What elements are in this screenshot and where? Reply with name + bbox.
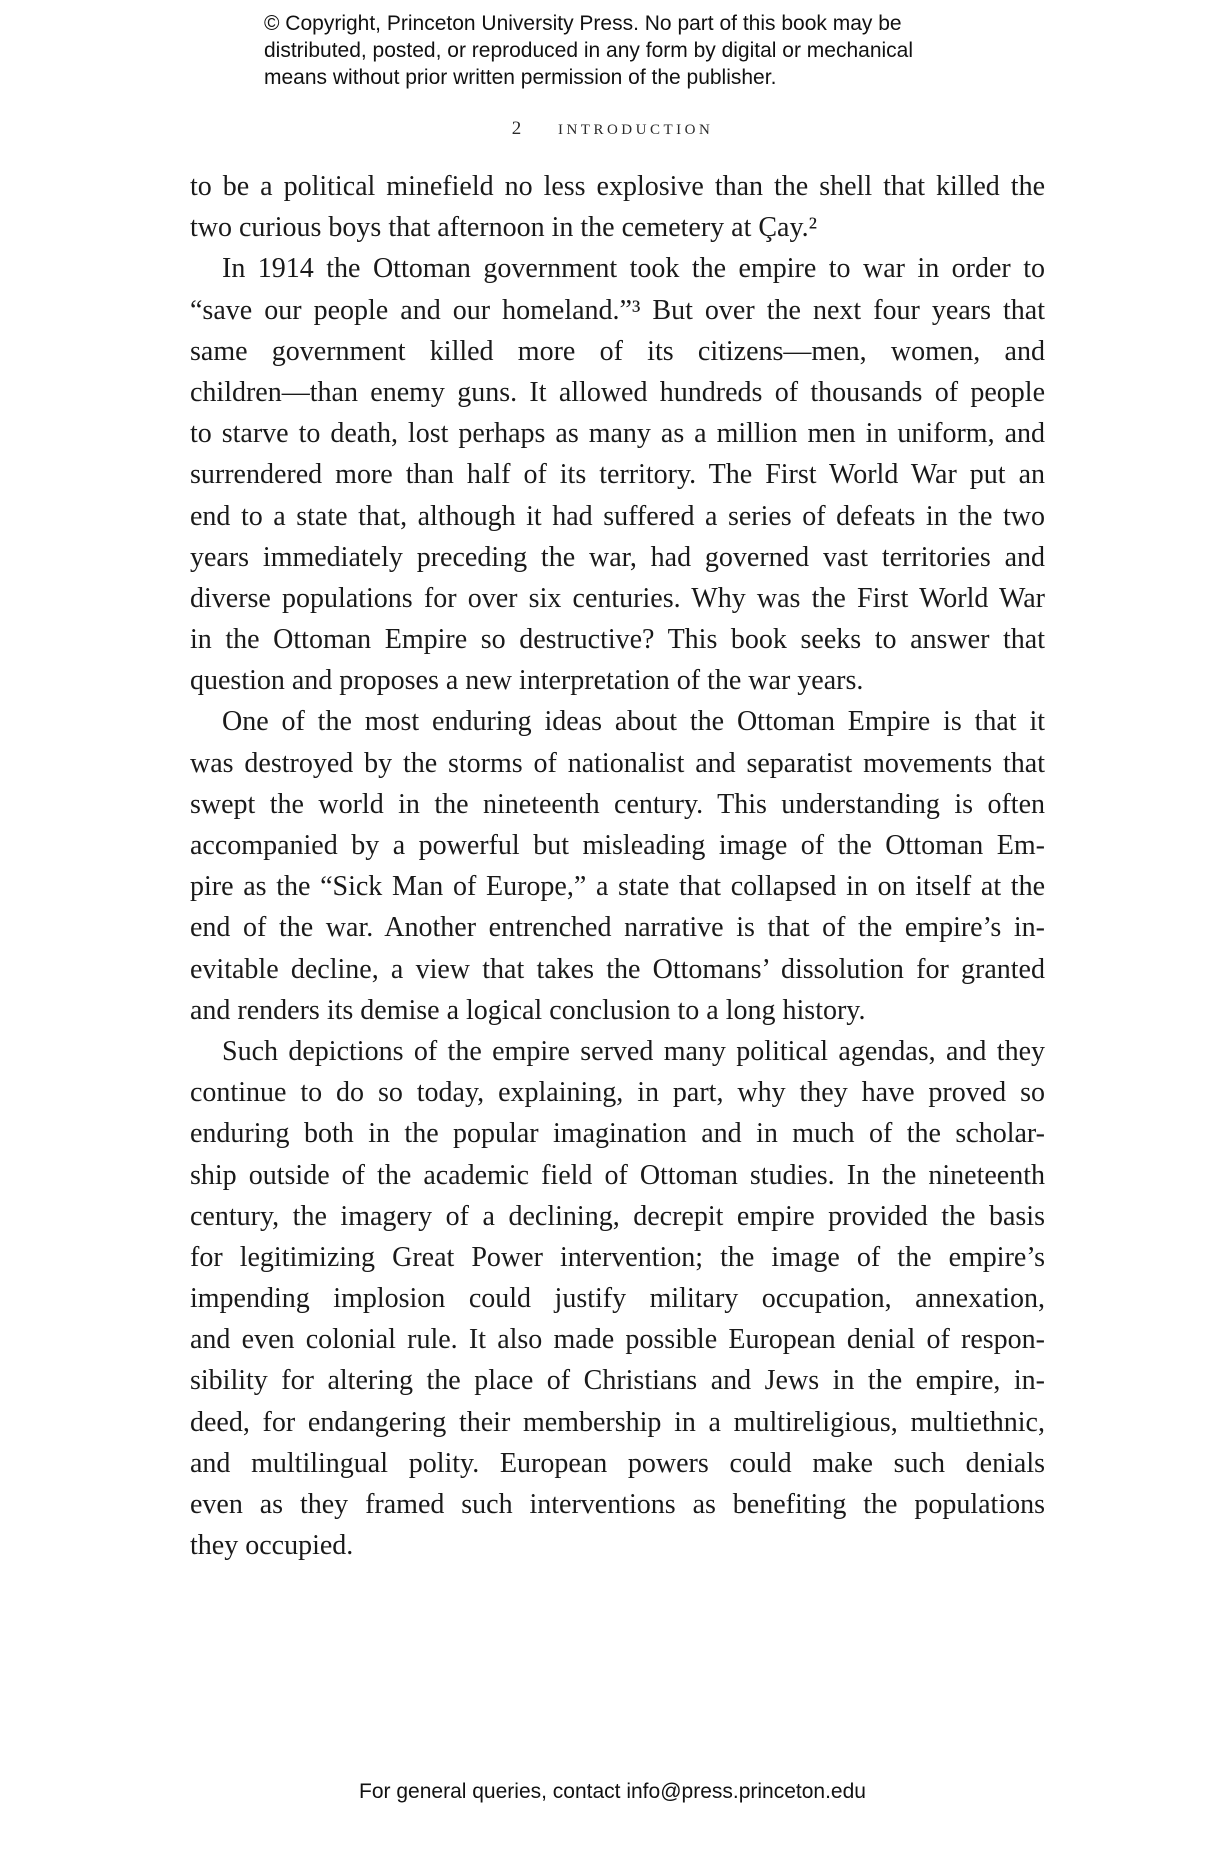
text-line: to starve to death, lost perhaps as many as a million men in uniform, and (190, 418, 1045, 450)
text-line: swept the world in the nineteenth century. This understanding is often (190, 788, 1045, 820)
chapter-title: introduction (557, 114, 714, 139)
text-line: question and proposes a new interpretation of the war years. (190, 665, 864, 697)
text-line: two curious boys that afternoon in the cemetery at Çay.² (190, 212, 818, 244)
text-line: impending implosion could justify military occupation, annexation, (190, 1283, 1045, 1315)
text-line: end of the war. Another entrenched narrative is that of the empire’s in- (190, 912, 1045, 944)
text-line: they occupied. (190, 1530, 354, 1562)
text-line: and renders its demise a logical conclusion to a long history. (190, 994, 866, 1026)
page-number: 2 (511, 118, 525, 139)
text-line: century, the imagery of a declining, decrepit empire provided the basis (190, 1200, 1045, 1232)
copyright-notice (264, 10, 1024, 91)
text-line: pire as the “Sick Man of Europe,” a state that collapsed in on itself at the (190, 871, 1045, 903)
running-head (0, 114, 1225, 140)
text-line: enduring both in the popular imagination and in much of the scholar- (190, 1118, 1045, 1150)
footer-contact: For general queries, contact info@press.princeton.edu (359, 1780, 866, 1803)
text-line: and even colonial rule. It also made possible European denial of respon- (190, 1324, 1045, 1356)
text-line: even as they framed such interventions as benefiting the populations (190, 1489, 1045, 1520)
text-line: in the Ottoman Empire so destructive? This book seeks to answer that (190, 624, 1045, 656)
copyright-line: distributed, posted, or reproduced in any form by digital or mechanical (264, 39, 914, 62)
text-line: One of the most enduring ideas about the Ottoman Empire is that it (222, 706, 1045, 738)
text-line: “save our people and our homeland.”³ But over the next four years that (190, 294, 1045, 326)
text-line: children—than enemy guns. It allowed hundreds of thousands of people (190, 376, 1045, 408)
text-line: continue to do so today, explaining, in part, why they have proved so (190, 1077, 1045, 1109)
text-line: end to a state that, although it had suffered a series of defeats in the two (190, 500, 1045, 532)
text-line: Such depictions of the empire served many political agendas, and they (222, 1035, 1045, 1067)
copyright-line: means without prior written permission of the publisher. (264, 66, 777, 89)
text-line: deed, for endangering their membership in a multireligious, multiethnic, (190, 1406, 1045, 1438)
text-line: surrendered more than half of its territory. The First World War put an (190, 459, 1045, 491)
text-line: sibility for altering the place of Christians and Jews in the empire, in- (190, 1365, 1045, 1397)
text-line: evitable decline, a view that takes the Ottomans’ dissolution for granted (190, 953, 1045, 985)
text-line: years immediately preceding the war, had governed vast territories and (190, 541, 1045, 573)
text-line: diverse populations for over six centuries. Why was the First World War (190, 582, 1045, 614)
text-line: same government killed more of its citizens—men, women, and (190, 335, 1045, 367)
text-line: to be a political minefield no less explosive than the shell that killed the (190, 171, 1045, 202)
text-line: In 1914 the Ottoman government took the empire to war in order to (222, 253, 1045, 285)
copyright-line: © Copyright, Princeton University Press. No part of this book may be (264, 12, 902, 35)
body-text (190, 166, 1045, 1566)
text-line: and multilingual polity. European powers could make such denials (190, 1447, 1045, 1479)
text-line: was destroyed by the storms of nationalist and separatist movements that (190, 747, 1045, 779)
text-line: accompanied by a powerful but misleading image of the Ottoman Em- (190, 830, 1045, 861)
text-line: for legitimizing Great Power intervention; the image of the empire’s (190, 1241, 1045, 1273)
text-line: ship outside of the academic field of Ottoman studies. In the nineteenth (190, 1159, 1045, 1191)
